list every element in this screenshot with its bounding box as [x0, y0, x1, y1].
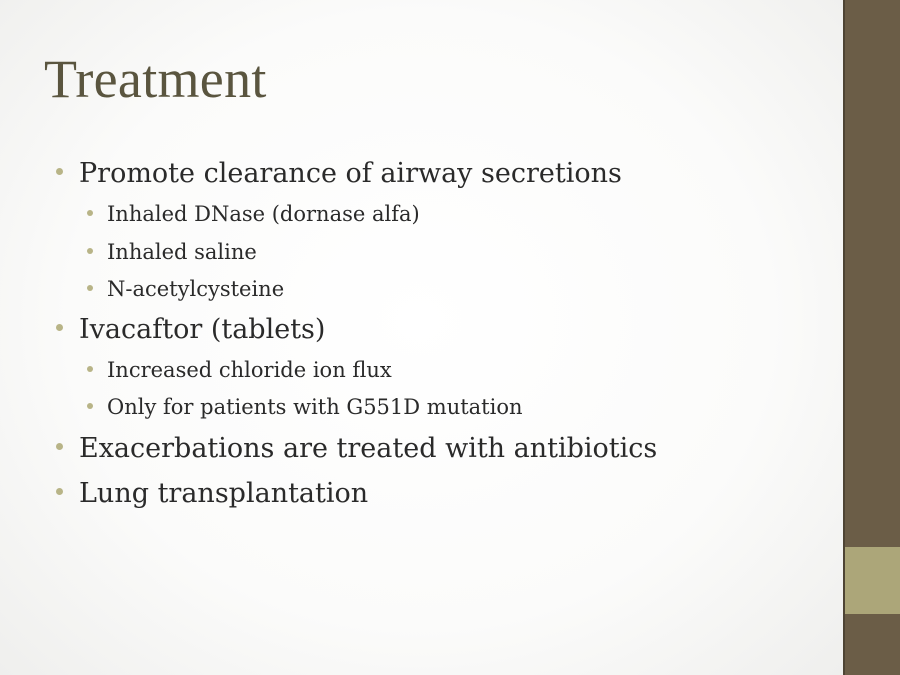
sub-bullet-item: [87, 277, 284, 301]
bullet-text: Exacerbations are treated with antibiotics: [79, 433, 658, 464]
sub-bullet-item: [87, 358, 392, 382]
bullet-item: [56, 433, 657, 464]
bullet-text: Lung transplantation: [79, 478, 369, 509]
bullet-icon: [87, 403, 93, 409]
bullet-icon: [56, 324, 63, 331]
bullet-text: Increased chloride ion flux: [107, 358, 392, 382]
decorative-side-accent: [845, 547, 900, 614]
bullet-icon: [87, 366, 93, 372]
bullet-text: N-acetylcysteine: [107, 277, 285, 301]
bullet-icon: [56, 488, 63, 495]
slide-title: Treatment: [44, 49, 267, 109]
bullet-text: Promote clearance of airway secretions: [79, 158, 622, 189]
sub-bullet-item: [87, 202, 420, 226]
bullet-text: Inhaled DNase (dornase alfa): [107, 202, 420, 226]
bullet-item: [56, 158, 622, 189]
bullet-text: Only for patients with G551D mutation: [107, 395, 523, 419]
sub-bullet-item: [87, 240, 257, 264]
bullet-item: [56, 314, 325, 345]
bullet-icon: [87, 210, 93, 216]
bullet-item: [56, 478, 368, 509]
bullet-icon: [87, 248, 93, 254]
bullet-icon: [87, 285, 93, 291]
bullet-icon: [56, 168, 63, 175]
bullet-icon: [56, 443, 63, 450]
bullet-text: Ivacaftor (tablets): [79, 314, 326, 345]
sub-bullet-item: [87, 395, 523, 419]
bullet-text: Inhaled saline: [107, 240, 257, 264]
